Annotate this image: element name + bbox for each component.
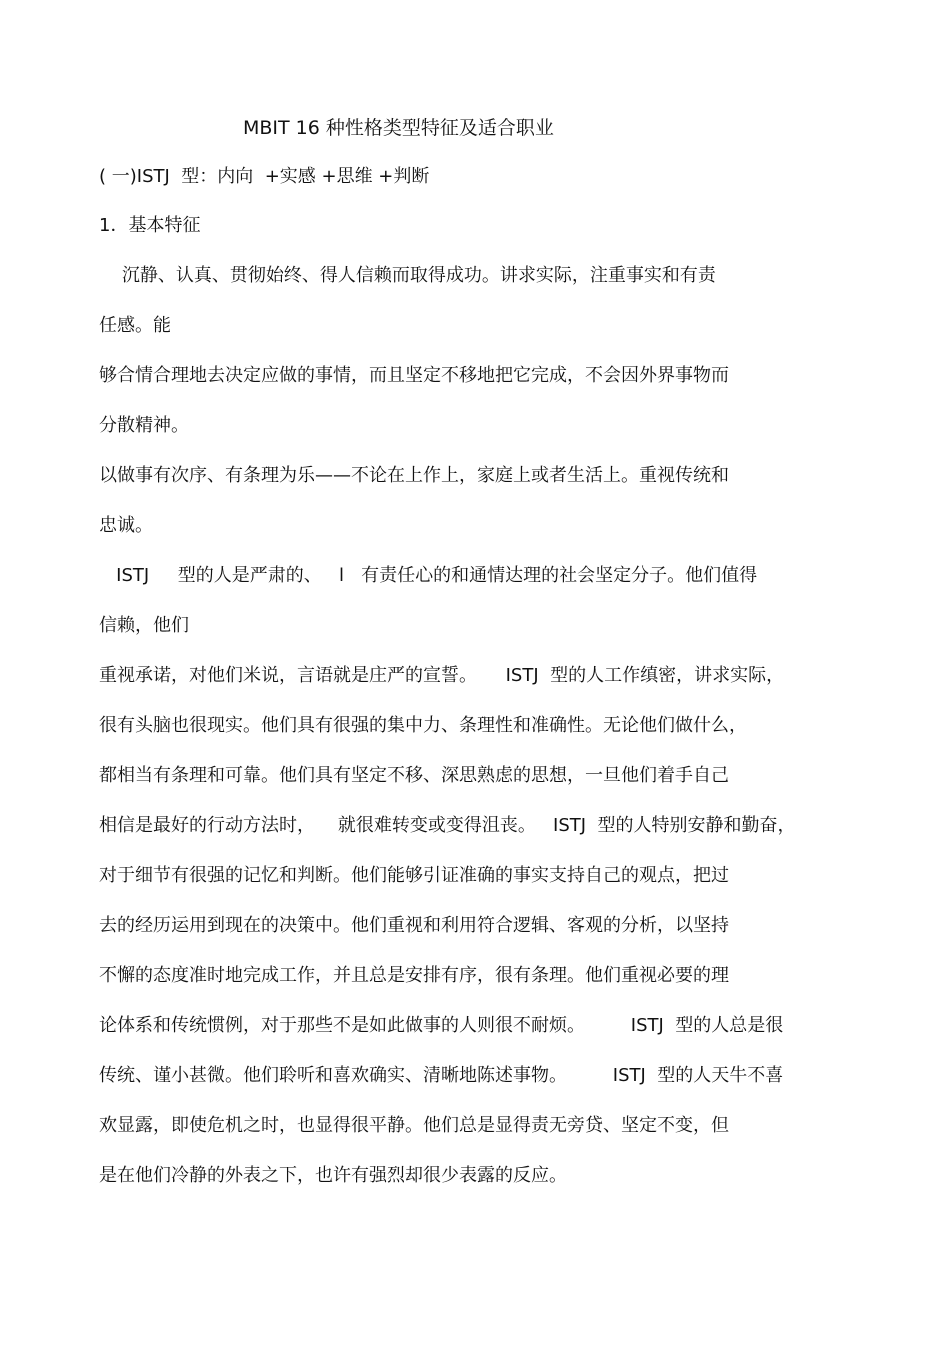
paragraph-line: 论体系和传统惯例，对于那些不是如此做事的人则很不耐烦。 ISTJ 型的人总是很 bbox=[99, 1015, 784, 1036]
section-heading: ( 一)ISTJ 型：内向 +实感 +思维 +判断 bbox=[99, 166, 430, 187]
paragraph-line: 不懈的态度准时地完成工作，并且总是安排有序，很有条理。他们重视必要的理 bbox=[99, 965, 729, 986]
paragraph-line: 够合情合理地去决定应做的事情，而且坚定不移地把它完成，不会因外界事物而 bbox=[99, 365, 729, 386]
paragraph-line: 以做事有次序、有条理为乐——不论在上作上，家庭上或者生活上。重视传统和 bbox=[99, 465, 729, 486]
paragraph-line: 忠诚。 bbox=[99, 515, 153, 536]
paragraph-line: 对于细节有很强的记忆和判断。他们能够引证准确的事实支持自己的观点，把过 bbox=[99, 865, 729, 886]
paragraph-line: 分散精神。 bbox=[99, 415, 189, 436]
paragraph-line: 信赖，他们 bbox=[99, 615, 189, 636]
paragraph-line: 任感。能 bbox=[99, 315, 171, 336]
subsection-heading: 1．基本特征 bbox=[99, 215, 201, 236]
paragraph-line: 沉静、认真、贯彻始终、得人信赖而取得成功。讲求实际，注重事实和有责 bbox=[99, 265, 716, 286]
document-title: MBIT 16 种性格类型特征及适合职业 bbox=[243, 117, 554, 139]
paragraph-line: 重视承诺，对他们米说，言语就是庄严的宣誓。 ISTJ 型的人工作缜密，讲求实际， bbox=[99, 665, 785, 686]
paragraph-line: 很有头脑也很现实。他们具有很强的集中力、条理性和准确性。无论他们做什么， bbox=[99, 715, 747, 736]
paragraph-line: 相信是最好的行动方法时， 就很难转变或变得沮丧。 ISTJ 型的人特别安静和勤奋， bbox=[99, 815, 796, 836]
paragraph-line: 欢显露，即使危机之时，也显得很平静。他们总是显得责无旁贷、坚定不变，但 bbox=[99, 1115, 729, 1136]
paragraph-line: 是在他们冷静的外表之下，也许有强烈却很少表露的反应。 bbox=[99, 1165, 567, 1186]
paragraph-line: 都相当有条理和可靠。他们具有坚定不移、深思熟虑的思想，一旦他们着手自己 bbox=[99, 765, 729, 786]
paragraph-line: ISTJ 型的人是严肃的、 l 有责任心的和通情达理的社会坚定分子。他们值得 bbox=[99, 565, 758, 586]
paragraph-line: 传统、谨小甚微。他们聆听和喜欢确实、清晰地陈述事物。 ISTJ 型的人天牛不喜 bbox=[99, 1065, 784, 1086]
paragraph-line: 去的经历运用到现在的决策中。他们重视和利用符合逻辑、客观的分析，以坚持 bbox=[99, 915, 729, 936]
